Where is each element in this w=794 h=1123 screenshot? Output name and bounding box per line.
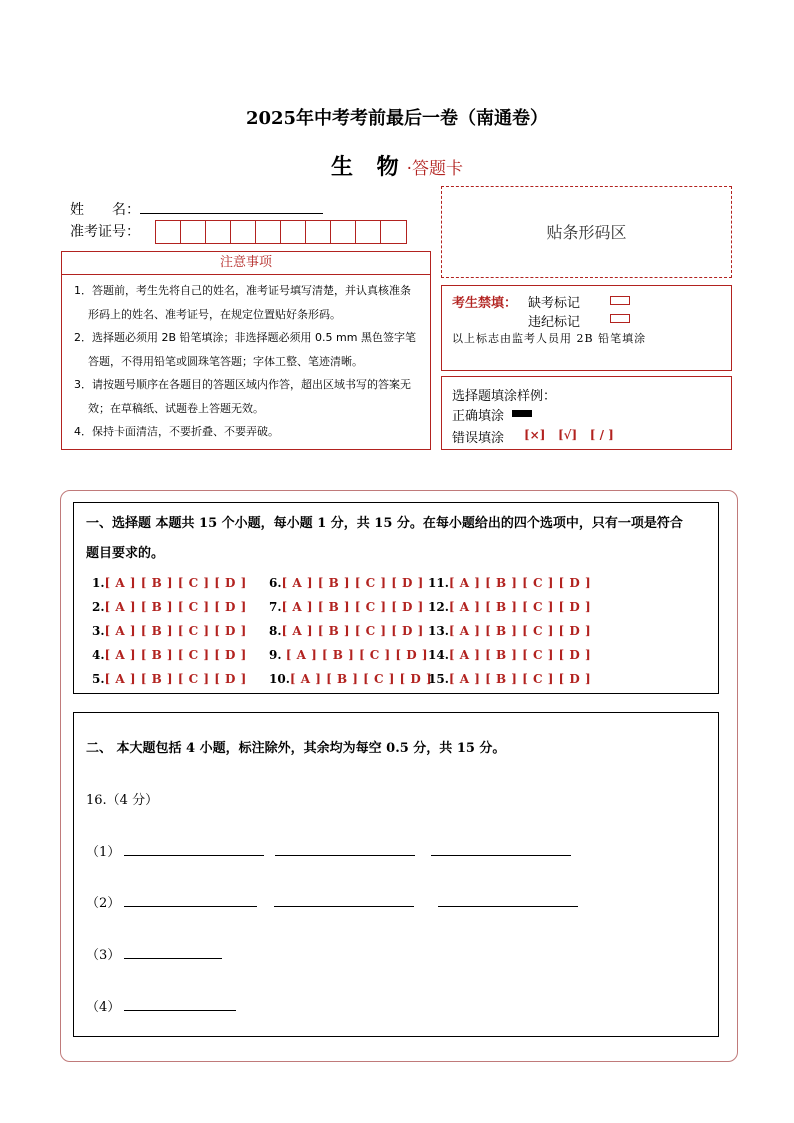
answer-blank[interactable] [124, 946, 222, 959]
q-number: 15. [428, 672, 449, 686]
q-number: 9. [269, 648, 286, 662]
name-field[interactable] [140, 213, 323, 214]
answer-blank[interactable] [431, 843, 571, 856]
id-digit-box[interactable] [281, 221, 306, 243]
sub-question-2 [86, 892, 578, 911]
q-number: 5. [92, 672, 105, 686]
q-number: 12. [428, 600, 449, 614]
id-label: 准考证号： [70, 224, 140, 240]
fill-sample-box [441, 376, 732, 450]
mc-question[interactable] [428, 667, 591, 691]
id-digit-box[interactable] [356, 221, 381, 243]
mc-column-3 [428, 571, 591, 691]
mc-question[interactable] [92, 571, 247, 595]
absent-mark-box[interactable] [610, 296, 630, 305]
name-label: 姓 名： [70, 202, 140, 218]
mc-column-2 [269, 571, 432, 691]
mc-question[interactable] [269, 571, 432, 595]
id-digit-box[interactable] [381, 221, 406, 243]
mc-question[interactable] [269, 595, 432, 619]
exam-id-boxes[interactable] [155, 220, 407, 244]
answer-blank[interactable] [124, 998, 236, 1011]
subject-name: 生 物 [330, 154, 407, 180]
mc-options: [ A ] [ B ] [ C ] [ D ] [104, 576, 247, 590]
id-digit-box[interactable] [331, 221, 356, 243]
mc-question[interactable] [428, 619, 591, 643]
forbidden-note: 以上标志由监考人员用 2B 铅笔填涂 [452, 332, 647, 345]
fill-sample-title: 选择题填涂样例： [452, 389, 557, 404]
section1-heading: 一、选择题 本题共 15 个小题，每小题 1 分，共 15 分。在每小题给出的四个选项中，只有一项是符合 [86, 516, 683, 531]
id-digit-box[interactable] [206, 221, 231, 243]
id-digit-box[interactable] [181, 221, 206, 243]
wrong-mark: [×] [524, 428, 546, 442]
mc-options: [ A ] [ B ] [ C ] [ D ] [285, 648, 429, 662]
mc-question[interactable] [428, 571, 591, 595]
notice-box [61, 274, 431, 450]
wrong-fill-label: 错误填涂 [452, 431, 505, 446]
mc-column-1 [92, 571, 247, 691]
notice-title: 注意事项 [219, 255, 272, 270]
mc-options: [ A ] [ B ] [ C ] [ D ] [104, 624, 247, 638]
wrong-mark: [√] [557, 428, 578, 442]
mc-question[interactable] [92, 595, 247, 619]
mc-question[interactable] [92, 619, 247, 643]
mc-options: [ A ] [ B ] [ C ] [ D ] [448, 672, 592, 686]
q-number: 7. [269, 600, 282, 614]
q-number: 1. [92, 576, 105, 590]
id-digit-box[interactable] [156, 221, 181, 243]
sub-question-label: （2） [86, 896, 121, 911]
forbidden-label: 考生禁填： [452, 296, 518, 311]
mc-options: [ A ] [ B ] [ C ] [ D ] [104, 672, 247, 686]
answer-blank[interactable] [438, 894, 578, 907]
mc-options: [ A ] [ B ] [ C ] [ D ] [281, 600, 424, 614]
mc-question[interactable] [428, 643, 591, 667]
notice-item: 4．保持卡面清洁，不要折叠、不要弄破。 [74, 425, 279, 438]
notice-item: 1．答题前，考生先将自己的姓名，准考证号填写清楚，并认真核准条形码上的姓名、准考证号，在规定位置贴好条形码。 [74, 284, 411, 321]
mc-question[interactable] [269, 619, 432, 643]
mc-options: [ A ] [ B ] [ C ] [ D ] [448, 576, 592, 590]
section1-box [73, 502, 719, 694]
sub-question-label: （3） [86, 948, 121, 963]
exam-title: 2025年中考考前最后一卷（南通卷） [245, 108, 549, 129]
q-number: 4. [92, 648, 105, 662]
q-number: 13. [428, 624, 449, 638]
mc-options: [ A ] [ B ] [ C ] [ D ] [104, 600, 247, 614]
id-digit-box[interactable] [231, 221, 256, 243]
mc-question[interactable] [428, 595, 591, 619]
id-digit-box[interactable] [256, 221, 281, 243]
id-digit-box[interactable] [306, 221, 331, 243]
notice-header [61, 251, 431, 275]
correct-fill-label: 正确填涂 [452, 409, 505, 424]
answer-blank[interactable] [124, 843, 264, 856]
mc-options: [ A ] [ B ] [ C ] [ D ] [448, 624, 592, 638]
sub-question-label: （1） [86, 845, 121, 860]
sub-question-label: （4） [86, 1000, 121, 1015]
answer-blank[interactable] [275, 843, 415, 856]
q-number: 11. [428, 576, 449, 590]
mc-options: [ A ] [ B ] [ C ] [ D ] [104, 648, 247, 662]
barcode-area [441, 186, 732, 278]
wrong-mark: [ / ] [589, 428, 614, 442]
answer-card-label: ·答题卡 [406, 159, 464, 179]
mc-options: [ A ] [ B ] [ C ] [ D ] [289, 672, 433, 686]
answer-blank[interactable] [124, 894, 257, 907]
wrong-fill-samples [524, 428, 614, 442]
q-number: 3. [92, 624, 105, 638]
q-number: 6. [269, 576, 282, 590]
notice-item: 3．请按题号顺序在各题目的答题区域内作答，超出区域书写的答案无效；在草稿纸、试题卷上答题无效。 [74, 378, 411, 415]
q-number: 14. [428, 648, 449, 662]
sub-question-3 [86, 944, 222, 963]
section1-heading-cont: 题目要求的。 [86, 546, 165, 561]
question-16-label: 16.（4 分） [86, 793, 159, 808]
section2-box [73, 712, 719, 1037]
mc-options: [ A ] [ B ] [ C ] [ D ] [448, 600, 592, 614]
q-number: 2. [92, 600, 105, 614]
mc-question[interactable] [269, 667, 432, 691]
sub-question-4 [86, 996, 236, 1015]
forbidden-box [441, 285, 732, 371]
correct-fill-sample [512, 410, 532, 417]
barcode-label: 贴条形码区 [546, 223, 627, 242]
mc-question[interactable] [269, 643, 432, 667]
section2-heading: 二、 本大题包括 4 小题，标注除外，其余均为每空 0.5 分，共 15 分。 [86, 741, 506, 756]
mc-question[interactable] [92, 643, 247, 667]
mc-options: [ A ] [ B ] [ C ] [ D ] [281, 624, 424, 638]
subject-title [0, 150, 794, 181]
notice-item: 2．选择题必须用 2B 铅笔填涂；非选择题必须用 0.5 mm 黑色签字笔答题，不得用铅笔或圆珠笔答题；字体工整、笔迹清晰。 [74, 331, 416, 368]
violation-label: 违纪标记 [528, 315, 581, 330]
absent-label: 缺考标记 [528, 296, 581, 311]
answer-blank[interactable] [274, 894, 414, 907]
q-number: 10. [269, 672, 290, 686]
mc-options: [ A ] [ B ] [ C ] [ D ] [448, 648, 592, 662]
sub-question-1 [86, 841, 571, 860]
q-number: 8. [269, 624, 282, 638]
mc-options: [ A ] [ B ] [ C ] [ D ] [281, 576, 424, 590]
violation-mark-box[interactable] [610, 314, 630, 323]
mc-question[interactable] [92, 667, 247, 691]
